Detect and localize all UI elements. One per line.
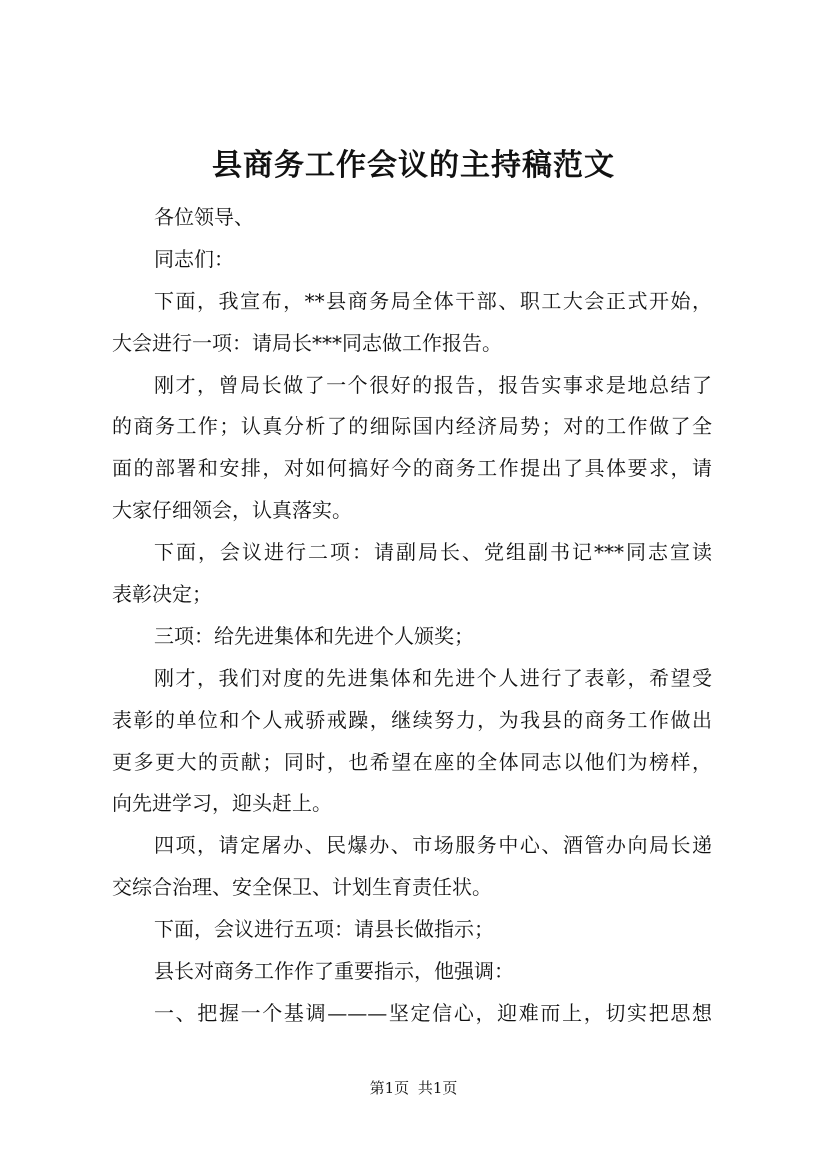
document-body	[112, 197, 712, 1035]
body-line: 表彰决定；	[112, 582, 212, 607]
body-line: 同志们：	[154, 246, 234, 271]
body-line: 大家仔细领会，认真落实。	[112, 498, 352, 523]
body-line: 向先进学习，迎头赶上。	[112, 791, 332, 816]
body-line: 更多更大的贡献；同时，也希望在座的全体同志以他们为榜样，	[112, 749, 712, 774]
body-line: 刚才，我们对度的先进集体和先进个人进行了表彰，希望受	[154, 665, 712, 690]
body-line: 三项：给先进集体和先进个人颁奖；	[154, 623, 474, 648]
body-line: 的商务工作；认真分析了的细际国内经济局势；对的工作做了全	[112, 414, 712, 439]
body-line: 面的部署和安排，对如何搞好今的商务工作提出了具体要求，请	[112, 456, 712, 481]
body-line: 县长对商务工作作了重要指示，他强调：	[154, 959, 514, 984]
body-line: 刚才，曾局长做了一个很好的报告，报告实事求是地总结了	[154, 372, 712, 397]
body-line: 表彰的单位和个人戒骄戒躁，继续努力，为我县的商务工作做出	[112, 707, 712, 732]
body-line: 下面，会议进行二项：请副局长、党组副书记***同志宣读	[154, 540, 712, 565]
body-line: 各位领导、	[154, 205, 254, 229]
body-line: 大会进行一项：请局长***同志做工作报告。	[112, 330, 502, 355]
body-line: 下面，会议进行五项：请县长做指示；	[154, 917, 494, 942]
page-total: 共1页	[417, 1079, 458, 1097]
body-line: 一、把握一个基调———坚定信心，迎难而上，切实把思想	[154, 1000, 712, 1025]
body-line: 四项，请定屠办、民爆办、市场服务中心、酒管办向局长递	[154, 833, 712, 858]
page-number: 第1页	[369, 1079, 410, 1097]
page-footer	[0, 1078, 827, 1098]
body-line: 下面，我宣布，**县商务局全体干部、职工大会正式开始，	[154, 288, 712, 313]
body-line: 交综合治理、安全保卫、计划生育责任状。	[112, 875, 492, 900]
document-title: 县商务工作会议的主持稿范文	[212, 148, 615, 183]
